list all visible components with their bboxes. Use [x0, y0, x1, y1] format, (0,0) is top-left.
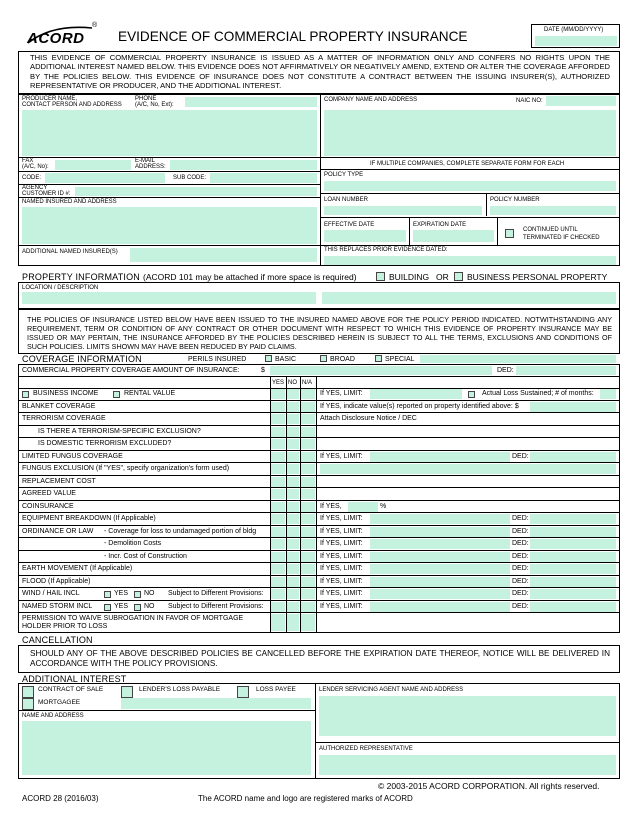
coinsurance-pct-field[interactable]	[348, 502, 378, 512]
flood-label: FLOOD (If Applicable)	[22, 577, 91, 585]
no-cell[interactable]	[287, 502, 299, 512]
replaces-prior-field[interactable]	[324, 256, 616, 265]
yes-cell[interactable]	[271, 452, 285, 462]
fungus-exclusion-label: FUNGUS EXCLUSION (If "YES", specify organization's form used)	[22, 465, 230, 472]
lender-agent-label: LENDER SERVICING AGENT NAME AND ADDRESS	[319, 687, 464, 693]
wind-subject-label: Subject to Different Provisions:	[168, 590, 264, 597]
fungus-limit-field[interactable]	[370, 452, 510, 462]
fax-label: FAX	[22, 158, 34, 164]
email-field[interactable]	[170, 160, 317, 170]
terrorism-exclusion-label: IS THERE A TERRORISM-SPECIFIC EXCLUSION?	[38, 427, 201, 435]
form-title: EVIDENCE OF COMMERCIAL PROPERTY INSURANCE	[118, 29, 468, 44]
na-cell[interactable]	[301, 439, 315, 449]
na-cell[interactable]	[301, 577, 315, 587]
yes-cell[interactable]	[271, 589, 285, 599]
terrorism-label: TERRORISM COVERAGE	[22, 415, 106, 422]
yes-cell[interactable]	[271, 614, 285, 631]
flood-ded-field[interactable]	[530, 577, 616, 587]
expiration-date-label: EXPIRATION DATE	[413, 222, 467, 228]
na-cell[interactable]	[301, 452, 315, 462]
amount-dollar: $	[261, 367, 265, 374]
building-checkbox[interactable]	[376, 272, 385, 281]
fungus-limit-label: If YES, LIMIT:	[320, 452, 363, 460]
no-cell[interactable]	[287, 464, 299, 474]
copyright: © 2003-2015 ACORD CORPORATION. All rights reserved.	[378, 781, 600, 791]
effective-date-field[interactable]	[324, 230, 406, 242]
broad-checkbox[interactable]	[320, 355, 327, 362]
na-cell[interactable]	[301, 589, 315, 599]
amount-ded-label: DED:	[497, 367, 514, 374]
col-yes: YES	[272, 380, 285, 386]
date-box	[531, 24, 620, 48]
no-cell[interactable]	[287, 589, 299, 599]
interest-name-address-field[interactable]	[22, 721, 311, 775]
effective-date-label: EFFECTIVE DATE	[324, 222, 375, 228]
replacement-cost-label: REPLACEMENT COST	[22, 477, 96, 485]
policy-type-label: POLICY TYPE	[324, 172, 364, 178]
email-label: E-MAIL	[135, 158, 156, 164]
lenders-loss-payable-label: LENDER'S LOSS PAYABLE	[139, 686, 221, 693]
ol-ded-label: DED:	[512, 527, 529, 535]
policy-number-field[interactable]	[490, 206, 616, 215]
terrorism-right-label: Attach Disclosure Notice / DEC	[320, 415, 417, 422]
phone-sub-label: (A/C, No, Ext):	[135, 102, 174, 108]
na-cell[interactable]	[301, 514, 315, 524]
authorized-rep-field[interactable]	[319, 755, 616, 775]
property-attach-note: (ACORD 101 may be attached if more space is required)	[143, 272, 357, 282]
continued-until-label: CONTINUED UNTIL	[523, 227, 578, 233]
no-cell[interactable]	[287, 452, 299, 462]
wind-no-label: NO	[144, 590, 155, 597]
demo-limit-field[interactable]	[370, 539, 510, 549]
storm-limit-label: If YES, LIMIT:	[320, 602, 363, 610]
fungus-ded-label: DED:	[512, 452, 529, 460]
row-named-storm	[18, 601, 619, 614]
terminated-label: TERMINATED IF CHECKED	[523, 235, 600, 241]
row-demolition-costs	[18, 538, 619, 551]
fungus-ded-field[interactable]	[530, 452, 616, 462]
special-extra-field[interactable]	[420, 355, 616, 363]
row-terrorism-exclusion	[18, 426, 619, 439]
fungus-form-field[interactable]	[320, 464, 616, 474]
row-replacement-cost	[18, 476, 619, 489]
loss-payee-checkbox[interactable]	[237, 686, 249, 698]
bi-limit-label: If YES, LIMIT:	[320, 390, 363, 397]
storm-ded-field[interactable]	[530, 602, 616, 612]
earth-movement-label: EARTH MOVEMENT (If Applicable)	[22, 565, 133, 572]
yes-cell[interactable]	[271, 527, 285, 537]
rental-value-checkbox[interactable]	[113, 391, 120, 398]
date-label: DATE (MM/DD/YYYY)	[544, 27, 604, 33]
no-cell[interactable]	[287, 527, 299, 537]
building-label: BUILDING	[389, 272, 430, 282]
fax-field[interactable]	[55, 160, 131, 170]
date-field[interactable]	[535, 36, 617, 46]
na-cell[interactable]	[301, 414, 315, 424]
yes-cell[interactable]	[271, 464, 285, 474]
loss-payee-label: LOSS PAYEE	[256, 686, 296, 693]
demolition-label: - Demolition Costs	[104, 540, 162, 547]
basic-label: BASIC	[275, 356, 297, 363]
additional-interest-title: ADDITIONAL INTEREST	[22, 674, 127, 684]
policy-type-field[interactable]	[324, 181, 616, 191]
row-equipment-breakdown	[18, 513, 619, 526]
yes-cell[interactable]	[271, 402, 285, 412]
wind-ded-label: DED:	[512, 590, 529, 597]
authorized-rep-label: AUTHORIZED REPRESENTATIVE	[319, 746, 413, 752]
policy-number-label: POLICY NUMBER	[490, 197, 540, 203]
limited-fungus-label: LIMITED FUNGUS COVERAGE	[22, 452, 123, 460]
mortgagee-checkbox[interactable]	[22, 698, 34, 710]
named-storm-label: NAMED STORM INCL	[22, 602, 93, 610]
policies-notice-text: THE POLICIES OF INSURANCE LISTED BELOW HAVE BEEN ISSUED TO THE INSURED NAMED ABOVE FOR THE POLICY PERIOD INDICATED. NOTWITHSTANDING ANY REQUIREMENT, TERM OR CONDITION OF ANY CONTRACT OR OTHER DOCUMENT WITH RESPECT TO WHICH THIS EVIDENCE OF PROPERTY INSURANCE MAY BE ISSUED OR MAY PERTAIN, THE INSURANCE AFFORDED BY THE POLICIES DESCRIBED HEREIN IS SUBJECT TO ALL THE TERMS, EXCLUSIONS AND CONDITIONS OF SUCH POLICIES. LIMITS SHOWN MAY HAVE BEEN REDUCED BY PAID CLAIMS.	[27, 315, 612, 351]
coinsurance-pct: %	[380, 502, 387, 510]
rental-value-label: RENTAL VALUE	[124, 390, 176, 397]
row-blanket-coverage	[18, 401, 619, 414]
fax-sub-label: (A/C, No):	[22, 164, 49, 170]
yes-cell[interactable]	[271, 577, 285, 587]
yes-cell[interactable]	[271, 389, 285, 399]
actual-loss-checkbox[interactable]	[468, 391, 475, 398]
storm-no-checkbox[interactable]	[134, 604, 141, 611]
row-fungus-exclusion	[18, 463, 619, 476]
demo-ded-label: DED:	[512, 540, 529, 547]
blanket-right-label: If YES, indicate value(s) reported on property identified above: $	[320, 402, 519, 410]
agreed-value-label: AGREED VALUE	[22, 490, 76, 497]
na-cell[interactable]	[301, 539, 315, 549]
location-field-left[interactable]	[22, 292, 316, 304]
yes-cell[interactable]	[271, 439, 285, 449]
em-limit-label: If YES, LIMIT:	[320, 565, 363, 572]
location-field-right[interactable]	[322, 292, 616, 304]
disclaimer-text: THIS EVIDENCE OF COMMERCIAL PROPERTY INSURANCE IS ISSUED AS A MATTER OF INFORMATION ONLY AND CONFERS NO RIGHTS UPON THE ADDITIONAL INTEREST NAMED BELOW. THIS EVIDENCE DOES NOT AFFIRMATIVELY OR NEGATIVELY AMEND, EXTEND OR ALTER THE COVERAGE AFFORDED BY THE POLICIES BELOW. THIS EVIDENCE OF INSURANCE DOES NOT CONSTITUTE A CONTRACT BETWEEN THE ISSUING INSURER(S), AUTHORIZED REPRESENTATIVE OR PRODUCER, AND THE ADDITIONAL INTEREST.	[30, 53, 610, 91]
lender-agent-field[interactable]	[319, 696, 616, 736]
named-insured-field[interactable]	[22, 207, 317, 244]
na-cell[interactable]	[301, 614, 315, 631]
lenders-loss-payable-checkbox[interactable]	[121, 686, 133, 698]
company-address-field[interactable]	[324, 110, 616, 156]
yes-cell[interactable]	[271, 539, 285, 549]
incr-limit-label: If YES, LIMIT:	[320, 552, 363, 560]
bi-limit-field[interactable]	[370, 389, 462, 399]
business-income-label: BUSINESS INCOME	[33, 390, 99, 397]
contract-of-sale-checkbox[interactable]	[22, 686, 34, 698]
yes-cell[interactable]	[271, 477, 285, 487]
yes-cell[interactable]	[271, 514, 285, 524]
ol-limit-label: If YES, LIMIT:	[320, 527, 363, 535]
wind-limit-label: If YES, LIMIT:	[320, 590, 363, 597]
na-cell[interactable]	[301, 402, 315, 412]
yes-cell[interactable]	[271, 489, 285, 499]
wind-hail-label: WIND / HAIL INCL	[22, 590, 80, 597]
continued-until-checkbox[interactable]	[505, 229, 514, 238]
perils-label: PERILS INSURED	[188, 356, 247, 363]
yes-cell[interactable]	[271, 427, 285, 437]
waive-subrogation-label: PERMISSION TO WAIVE SUBROGATION IN FAVOR OF MORTGAGE	[22, 615, 244, 622]
loan-number-field[interactable]	[324, 206, 482, 215]
storm-subject-label: Subject to Different Provisions:	[168, 602, 264, 610]
no-cell[interactable]	[287, 489, 299, 499]
wind-yes-label: YES	[114, 590, 129, 597]
na-cell[interactable]	[301, 464, 315, 474]
amount-field[interactable]	[270, 366, 492, 375]
na-cell[interactable]	[301, 502, 315, 512]
em-limit-field[interactable]	[370, 564, 510, 574]
form-id: ACORD 28 (2016/03)	[22, 794, 99, 803]
no-cell[interactable]	[287, 439, 299, 449]
trademark-note: The ACORD name and logo are registered marks of ACORD	[198, 794, 413, 803]
yes-cell[interactable]	[271, 602, 285, 612]
no-cell[interactable]	[287, 514, 299, 524]
em-ded-field[interactable]	[530, 564, 616, 574]
na-cell[interactable]	[301, 489, 315, 499]
eb-limit-label: If YES, LIMIT:	[320, 515, 363, 522]
storm-no-label: NO	[144, 602, 155, 610]
bpp-label: BUSINESS PERSONAL PROPERTY	[467, 272, 608, 282]
naic-field[interactable]	[546, 96, 616, 106]
row-ordinance-law	[18, 526, 619, 539]
flood-limit-label: If YES, LIMIT:	[320, 577, 363, 585]
acord-logo	[22, 22, 102, 48]
col-na: N/A	[302, 380, 313, 386]
subcode-field[interactable]	[210, 173, 317, 183]
ol-ded-field[interactable]	[530, 527, 616, 537]
code-field[interactable]	[45, 173, 165, 183]
yes-cell[interactable]	[271, 564, 285, 574]
col-no: NO	[288, 380, 297, 386]
actual-loss-label: Actual Loss Sustained; # of months:	[482, 390, 594, 397]
bpp-checkbox[interactable]	[454, 272, 463, 281]
row-domestic-terrorism	[18, 438, 619, 451]
no-cell[interactable]	[287, 552, 299, 562]
incr-ded-field[interactable]	[530, 552, 616, 562]
acord-logo-text: ACORD	[27, 30, 85, 47]
blanket-value-field[interactable]	[530, 402, 616, 412]
no-cell[interactable]	[287, 402, 299, 412]
wind-no-checkbox[interactable]	[134, 591, 141, 598]
ol-limit-field[interactable]	[370, 527, 510, 537]
wind-ded-field[interactable]	[530, 589, 616, 599]
multiple-companies-note: IF MULTIPLE COMPANIES, COMPLETE SEPARATE FORM FOR EACH	[370, 161, 565, 167]
na-cell[interactable]	[301, 389, 315, 399]
na-cell[interactable]	[301, 602, 315, 612]
property-info-title: PROPERTY INFORMATION	[22, 272, 141, 282]
loan-number-label: LOAN NUMBER	[324, 197, 369, 203]
cancellation-text: SHOULD ANY OF THE ABOVE DESCRIBED POLICIES BE CANCELLED BEFORE THE EXPIRATION DATE THEREOF, NOTICE WILL BE DELIVERED IN ACCORDANCE WITH THE POLICY PROVISIONS.	[30, 649, 610, 668]
waive-subrogation-label-2: HOLDER PRIOR TO LOSS	[22, 623, 108, 630]
ordinance-law-label: ORDINANCE OR LAW	[22, 527, 94, 535]
phone-field[interactable]	[185, 97, 317, 107]
eb-ded-field[interactable]	[530, 514, 616, 524]
domestic-terrorism-label: IS DOMESTIC TERRORISM EXCLUDED?	[38, 440, 172, 447]
storm-ded-label: DED:	[512, 602, 529, 610]
row-terrorism-coverage	[18, 413, 619, 426]
row-limited-fungus	[18, 451, 619, 464]
no-cell[interactable]	[287, 577, 299, 587]
months-field[interactable]	[600, 389, 616, 399]
wind-limit-field[interactable]	[370, 589, 510, 599]
subcode-label: SUB CODE:	[173, 175, 207, 181]
eb-ded-label: DED:	[512, 515, 529, 522]
registered-mark: ®	[92, 22, 98, 29]
customer-id-field[interactable]	[75, 187, 317, 196]
no-cell[interactable]	[287, 477, 299, 487]
flood-limit-field[interactable]	[370, 577, 510, 587]
broad-label: BROAD	[330, 356, 355, 363]
mortgagee-label: MORTGAGEE	[38, 699, 81, 706]
no-cell[interactable]	[287, 602, 299, 612]
storm-yes-checkbox[interactable]	[104, 604, 111, 611]
expiration-date-field[interactable]	[413, 230, 494, 242]
basic-checkbox[interactable]	[265, 355, 272, 362]
special-checkbox[interactable]	[375, 355, 382, 362]
no-cell[interactable]	[287, 414, 299, 424]
location-label: LOCATION / DESCRIPTION	[22, 285, 99, 291]
row-coinsurance	[18, 501, 619, 514]
em-ded-label: DED:	[512, 565, 529, 572]
incr-limit-field[interactable]	[370, 552, 510, 562]
additional-named-label: ADDITIONAL NAMED INSURED(S)	[22, 249, 118, 255]
amount-label: COMMERCIAL PROPERTY COVERAGE AMOUNT OF INSURANCE:	[22, 367, 240, 374]
naic-label: NAIC NO:	[516, 98, 543, 104]
row-flood	[18, 576, 619, 589]
demo-limit-label: If YES, LIMIT:	[320, 540, 363, 547]
equipment-breakdown-label: EQUIPMENT BREAKDOWN (If Applicable)	[22, 515, 156, 522]
row-earth-movement	[18, 563, 619, 576]
row-wind-hail	[18, 588, 619, 601]
yes-cell[interactable]	[271, 552, 285, 562]
row-business-income	[18, 388, 619, 401]
coinsurance-label: COINSURANCE	[22, 502, 74, 510]
na-cell[interactable]	[301, 427, 315, 437]
amount-ded-field[interactable]	[516, 366, 616, 375]
incr-cost-label: - Incr. Cost of Construction	[104, 552, 187, 560]
row-waive-subrogation	[18, 613, 619, 633]
ordinance-undamaged-label: - Coverage for loss to undamaged portion of bldg	[104, 527, 257, 535]
flood-ded-label: DED:	[512, 577, 529, 585]
business-income-checkbox[interactable]	[22, 391, 29, 398]
eb-limit-field[interactable]	[370, 514, 510, 524]
cancellation-title: CANCELLATION	[22, 635, 93, 645]
row-agreed-value	[18, 488, 619, 501]
coverage-info-title: COVERAGE INFORMATION	[22, 354, 142, 364]
wind-yes-checkbox[interactable]	[104, 591, 111, 598]
na-cell[interactable]	[301, 552, 315, 562]
na-cell[interactable]	[301, 527, 315, 537]
special-label: SPECIAL	[385, 356, 415, 363]
producer-name-label: PRODUCER NAME,	[22, 96, 78, 102]
replaces-prior-label: THIS REPLACES PRIOR EVIDENCE DATED:	[324, 247, 448, 253]
row-incr-cost	[18, 551, 619, 564]
no-cell[interactable]	[287, 614, 299, 631]
phone-label: PHONE	[135, 96, 157, 102]
code-label: CODE:	[22, 175, 42, 181]
na-cell[interactable]	[301, 477, 315, 487]
no-cell[interactable]	[287, 389, 299, 399]
incr-ded-label: DED:	[512, 552, 529, 560]
additional-named-field[interactable]	[130, 248, 317, 262]
company-name-label: COMPANY NAME AND ADDRESS	[324, 97, 418, 103]
named-insured-label: NAMED INSURED AND ADDRESS	[22, 199, 117, 205]
no-cell[interactable]	[287, 427, 299, 437]
no-cell[interactable]	[287, 564, 299, 574]
agency-label: AGENCY	[22, 185, 48, 191]
na-cell[interactable]	[301, 564, 315, 574]
yes-cell[interactable]	[271, 414, 285, 424]
or-label: OR	[436, 272, 449, 282]
storm-limit-field[interactable]	[370, 602, 510, 612]
storm-yes-label: YES	[114, 602, 129, 610]
contract-of-sale-label: CONTRACT OF SALE	[38, 686, 104, 693]
producer-address-field[interactable]	[22, 110, 317, 156]
customer-id-label: CUSTOMER ID #:	[22, 191, 71, 197]
blanket-label: BLANKET COVERAGE	[22, 402, 96, 410]
contact-label: CONTACT PERSON AND ADDRESS	[22, 102, 122, 108]
no-cell[interactable]	[287, 539, 299, 549]
email-sub-label: ADDRESS:	[135, 164, 166, 170]
coinsurance-right-label: If YES,	[320, 502, 342, 510]
name-address-label: NAME AND ADDRESS	[22, 713, 84, 719]
demo-ded-field[interactable]	[530, 539, 616, 549]
interest-other-field[interactable]	[121, 698, 311, 709]
yes-cell[interactable]	[271, 502, 285, 512]
